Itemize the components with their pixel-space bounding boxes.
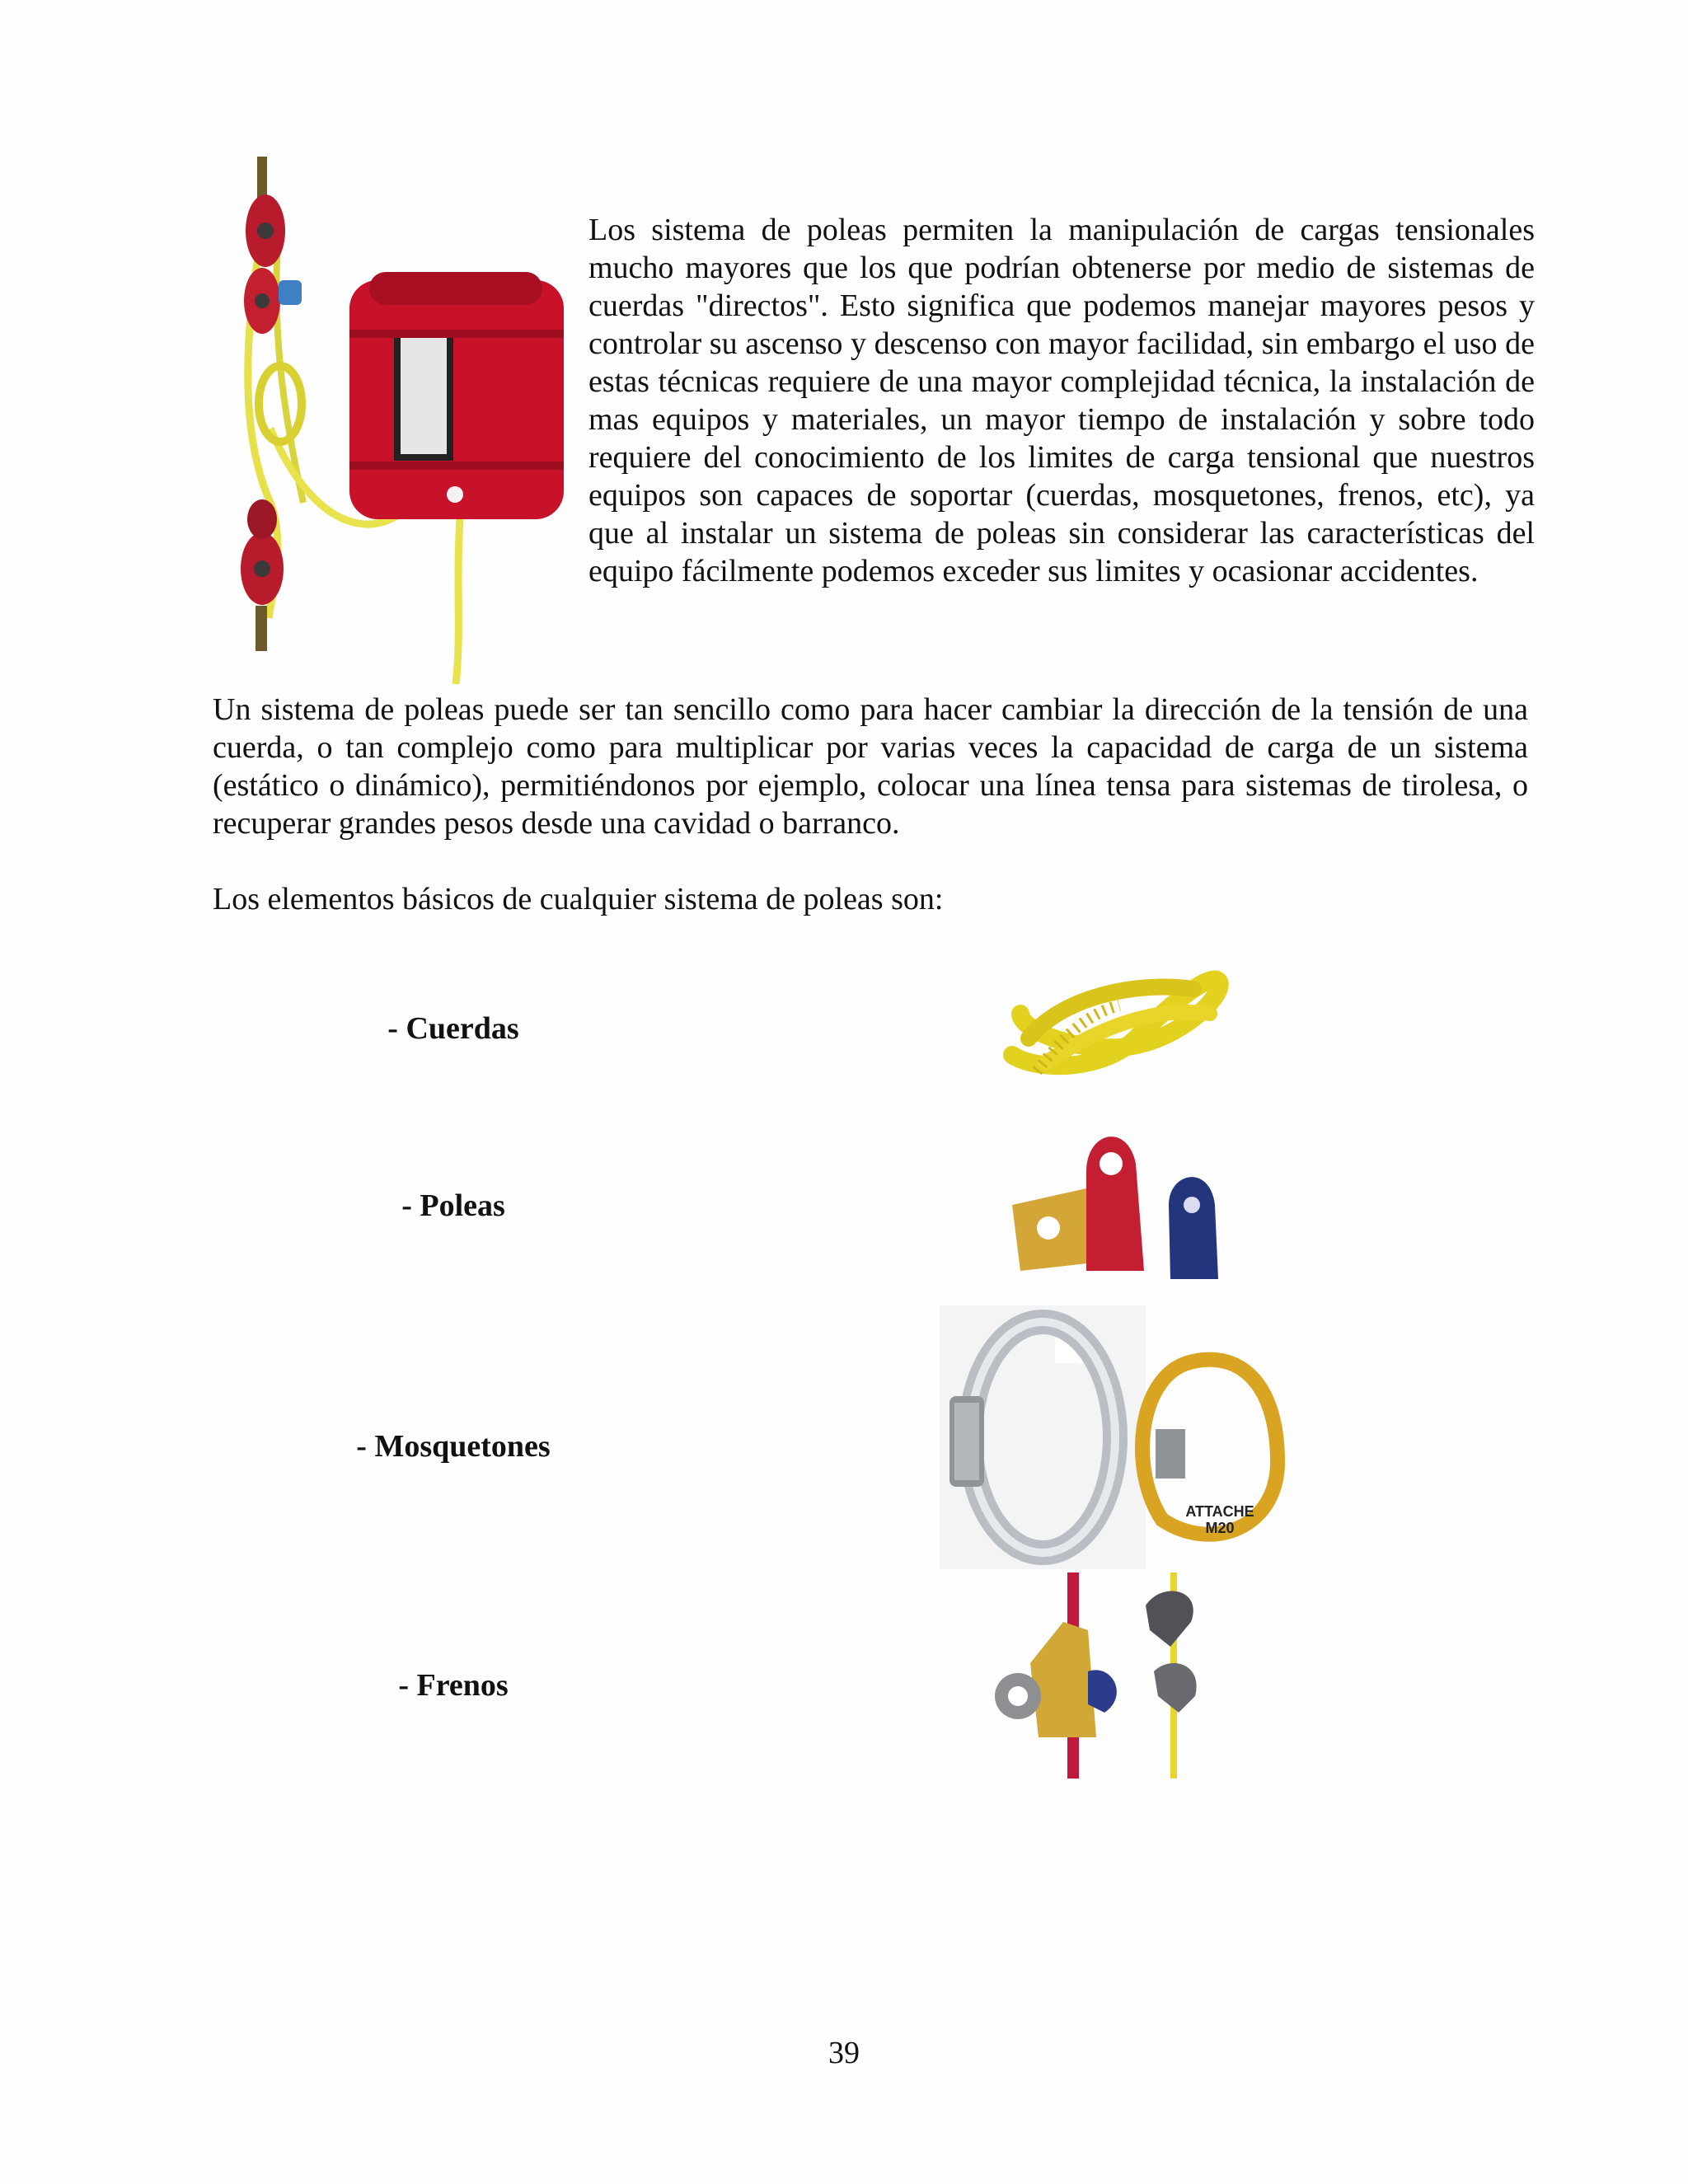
rope-coil-image (987, 948, 1235, 1088)
carabiner-engraving-line2: M20 (1205, 1520, 1235, 1536)
element-label-frenos: - Frenos (398, 1668, 509, 1703)
intro-paragraph: Los sistema de poleas permiten la manipulación de cargas tensionales mucho mayores que los que podrían obtenerse por medio de sistemas de cuerdas "directos". Esto significa que podemos manejar mayores pesos y controlar su ascenso y descenso con mayor facilidad, sin embargo el uso de estas técnicas requiere de una mayor complejidad técnica, la instalación de mas equipos y materiales, un mayor tiempo de instalación y sobre todo requiere del conocimiento de los limites de carga tensional que nuestros equipos son capaces de soportar (cuerdas, mosquetones, frenos, etc), ya que al instalar un sistema de poleas sin considerar las características del equipo fácilmente podemos exceder sus limites y ocasionar accidentes. (588, 213, 1535, 588)
brakes-image (981, 1572, 1228, 1779)
carabiner-engraving-line1: ATTACHE (1185, 1503, 1254, 1520)
elements-intro: Los elementos básicos de cualquier sistema de poleas son: (213, 882, 944, 916)
carabiners-image (940, 1305, 1286, 1569)
pulley-system-photo (221, 157, 567, 684)
page-number: 39 (828, 2036, 860, 2070)
element-label-cuerdas: - Cuerdas (387, 1011, 519, 1046)
element-label-poleas: - Poleas (401, 1188, 505, 1223)
element-label-mosquetones: - Mosquetones (356, 1429, 551, 1464)
pulleys-image (996, 1114, 1243, 1287)
system-paragraph: Un sistema de poleas puede ser tan sencillo como para hacer cambiar la dirección de la tensión de una cuerda, o tan complejo como para multiplicar por varias veces la capacidad de carga de un sistema (estático o dinámico), permitiéndonos por ejemplo, colocar una línea tensa para sistemas de tirolesa, o recuperar grandes pesos desde una cavidad o barranco. (213, 692, 1528, 841)
